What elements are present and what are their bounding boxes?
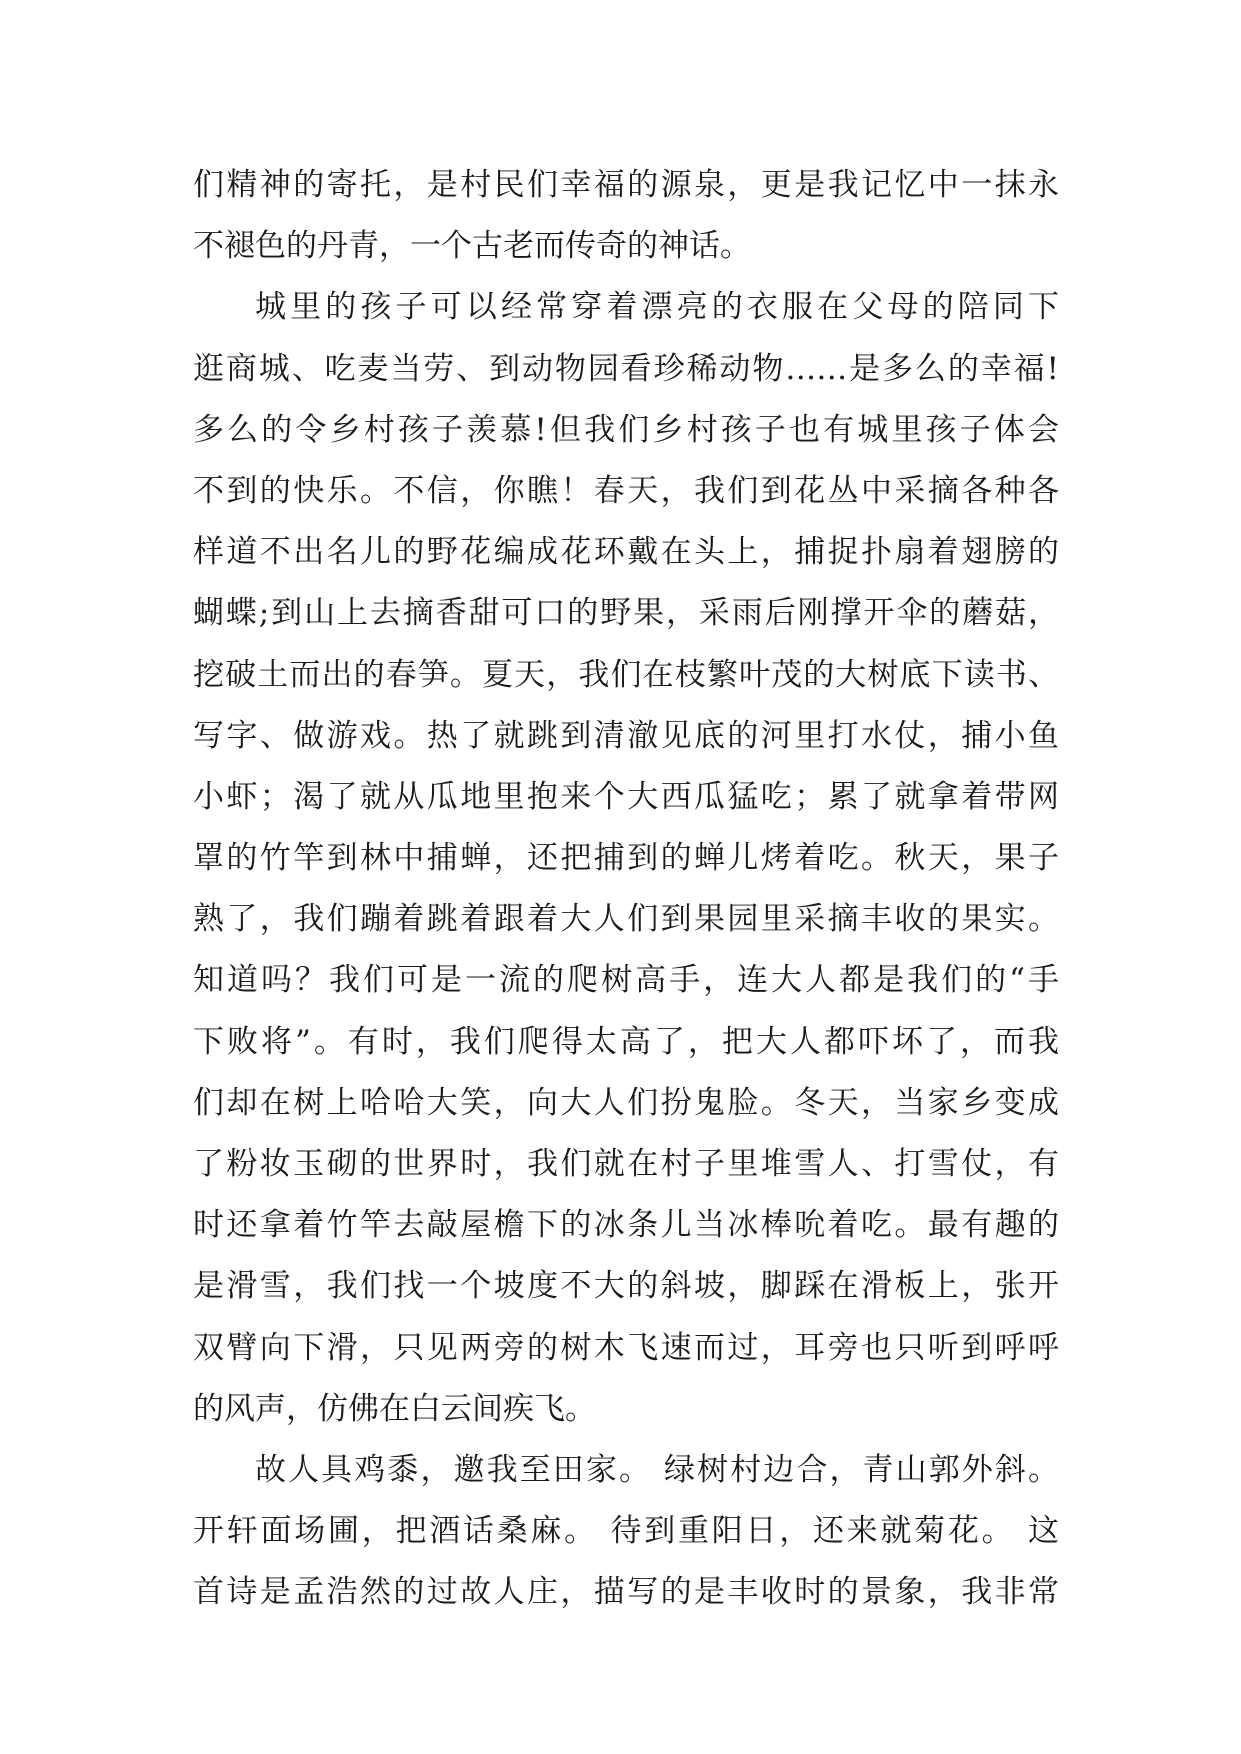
text-line: 多么的令乡村孩子羡慕!但我们乡村孩子也有城里孩子体会 (193, 411, 1059, 448)
text-line: 蝴蝶;到山上去摘香甜可口的野果，采雨后刚撑开伞的蘑菇， (193, 595, 1059, 632)
text-line: 小虾；渴了就从瓜地里抱来个大西瓜猛吃；累了就拿着带网 (193, 778, 1059, 815)
text-line: 知道吗？我们可是一流的爬树高手，连大人都是我们的“手 (193, 962, 1059, 999)
paragraph (193, 155, 1059, 277)
text-line: 不到的快乐。不信，你瞧！春天，我们到花丛中采摘各种各 (193, 472, 1059, 509)
text-line: 下败将”。有时，我们爬得太高了，把大人都吓坏了，而我 (193, 1023, 1059, 1060)
text-line: 时还拿着竹竿去敲屋檐下的冰条儿当冰棒吮着吃。最有趣的 (193, 1207, 1059, 1244)
text-line: 们精神的寄托，是村民们幸福的源泉，更是我记忆中一抹永 (193, 167, 1059, 203)
text-line: 了粉妆玉砌的世界时，我们就在村子里堆雪人、打雪仗，有 (193, 1146, 1059, 1182)
text-line: 首诗是孟浩然的过故人庄，描写的是丰收时的景象，我非常 (193, 1574, 1059, 1611)
text-line: 开轩面场圃，把酒话桑麻。 待到重阳日，还来就菊花。 这 (193, 1513, 1059, 1550)
text-line: 挖破土而出的春笋。夏天，我们在枝繁叶茂的大树底下读书、 (193, 656, 1059, 693)
document-body (193, 155, 1059, 1624)
text-line: 双臂向下滑，只见两旁的树木飞速而过，耳旁也只听到呼呼 (193, 1329, 1059, 1366)
text-line: 城里的孩子可以经常穿着漂亮的衣服在父母的陪同下 (255, 289, 1059, 326)
text-line: 故人具鸡黍，邀我至田家。 绿树村边合，青山郭外斜。 (255, 1451, 1059, 1488)
text-line: 熟了，我们蹦着跳着跟着大人们到果园里采摘丰收的果实。 (193, 901, 1059, 938)
text-line: 罩的竹竿到林中捕蝉，还把捕到的蝉儿烤着吃。秋天，果子 (193, 840, 1059, 877)
paragraph (193, 277, 1059, 1440)
text-line: 逛商城、吃麦当劳、到动物园看珍稀动物……是多么的幸福! (193, 350, 1059, 387)
text-line: 不褪色的丹青，一个古老而传奇的神话。 (193, 228, 751, 265)
paragraph (193, 1440, 1059, 1624)
text-line: 写字、做游戏。热了就跳到清澈见底的河里打水仗，捕小鱼 (193, 717, 1059, 754)
text-line: 是滑雪，我们找一个坡度不大的斜坡，脚踩在滑板上，张开 (193, 1268, 1059, 1305)
text-line: 们却在树上哈哈大笑，向大人们扮鬼脸。冬天，当家乡变成 (193, 1084, 1059, 1121)
text-line: 的风声，仿佛在白云间疾飞。 (193, 1390, 596, 1427)
text-line: 样道不出名儿的野花编成花环戴在头上，捕捉扑扇着翅膀的 (193, 534, 1059, 571)
